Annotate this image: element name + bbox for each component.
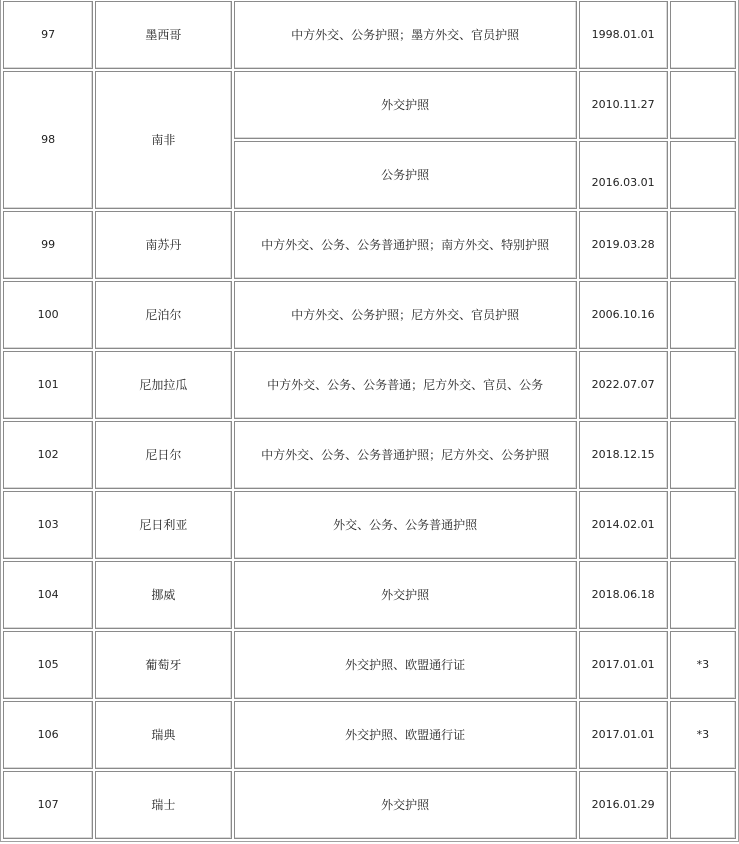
table-row (3, 281, 736, 349)
row-number: 101 (3, 351, 93, 419)
effective-date: 2018.12.15 (579, 421, 668, 489)
passport-types: 外交护照、欧盟通行证 (234, 631, 577, 699)
row-number: 103 (3, 491, 93, 559)
remark (670, 351, 736, 419)
effective-date: 2017.01.01 (579, 631, 668, 699)
country-name: 瑞典 (95, 701, 231, 769)
table-row (3, 211, 736, 279)
row-number: 104 (3, 561, 93, 629)
country-name: 葡萄牙 (95, 631, 231, 699)
country-name: 尼日尔 (95, 421, 231, 489)
effective-date: 2014.02.01 (579, 491, 668, 559)
passport-types: 中方外交、公务、公务普通；尼方外交、官员、公务 (234, 351, 577, 419)
effective-date: 2017.01.01 (579, 701, 668, 769)
effective-date: 2019.03.28 (579, 211, 668, 279)
effective-date: 2016.01.29 (579, 771, 668, 839)
remark: *3 (670, 631, 736, 699)
effective-date: 2010.11.27 (579, 71, 668, 139)
row-number: 100 (3, 281, 93, 349)
country-name: 挪威 (95, 561, 231, 629)
passport-types: 外交护照、欧盟通行证 (234, 701, 577, 769)
remark (670, 491, 736, 559)
effective-date: 2006.10.16 (579, 281, 668, 349)
remark (670, 211, 736, 279)
remark (670, 1, 736, 69)
table-row (3, 71, 736, 139)
remark (670, 771, 736, 839)
remark (670, 421, 736, 489)
table-row (3, 701, 736, 769)
passport-types: 外交护照 (234, 71, 577, 139)
country-name: 尼日利亚 (95, 491, 231, 559)
effective-date (579, 141, 668, 209)
table-row (3, 351, 736, 419)
table-row (3, 491, 736, 559)
passport-types: 外交护照 (234, 771, 577, 839)
table-row (3, 561, 736, 629)
remark (670, 71, 736, 139)
remark: *3 (670, 701, 736, 769)
effective-date: 2022.07.07 (579, 351, 668, 419)
remark (670, 141, 736, 209)
table-row (3, 1, 736, 69)
country-name: 南非 (95, 71, 231, 209)
passport-types: 中方外交、公务、公务普通护照；南方外交、特别护照 (234, 211, 577, 279)
country-name: 尼泊尔 (95, 281, 231, 349)
country-name: 尼加拉瓜 (95, 351, 231, 419)
row-number: 105 (3, 631, 93, 699)
effective-date-text: 2016.03.01 (591, 176, 655, 189)
effective-date: 2018.06.18 (579, 561, 668, 629)
effective-date: 1998.01.01 (579, 1, 668, 69)
row-number: 107 (3, 771, 93, 839)
table-row (3, 771, 736, 839)
remark (670, 561, 736, 629)
row-number: 98 (3, 71, 93, 209)
passport-types: 中方外交、公务护照；墨方外交、官员护照 (234, 1, 577, 69)
passport-types: 中方外交、公务护照；尼方外交、官员护照 (234, 281, 577, 349)
country-name: 墨西哥 (95, 1, 231, 69)
passport-types: 外交护照 (234, 561, 577, 629)
row-number: 102 (3, 421, 93, 489)
remark (670, 281, 736, 349)
row-number: 99 (3, 211, 93, 279)
row-number: 106 (3, 701, 93, 769)
passport-types: 中方外交、公务、公务普通护照；尼方外交、公务护照 (234, 421, 577, 489)
row-number: 97 (3, 1, 93, 69)
country-name: 南苏丹 (95, 211, 231, 279)
country-name: 瑞士 (95, 771, 231, 839)
table-row (3, 631, 736, 699)
passport-types: 公务护照 (234, 141, 577, 209)
passport-types: 外交、公务、公务普通护照 (234, 491, 577, 559)
table-row (3, 421, 736, 489)
